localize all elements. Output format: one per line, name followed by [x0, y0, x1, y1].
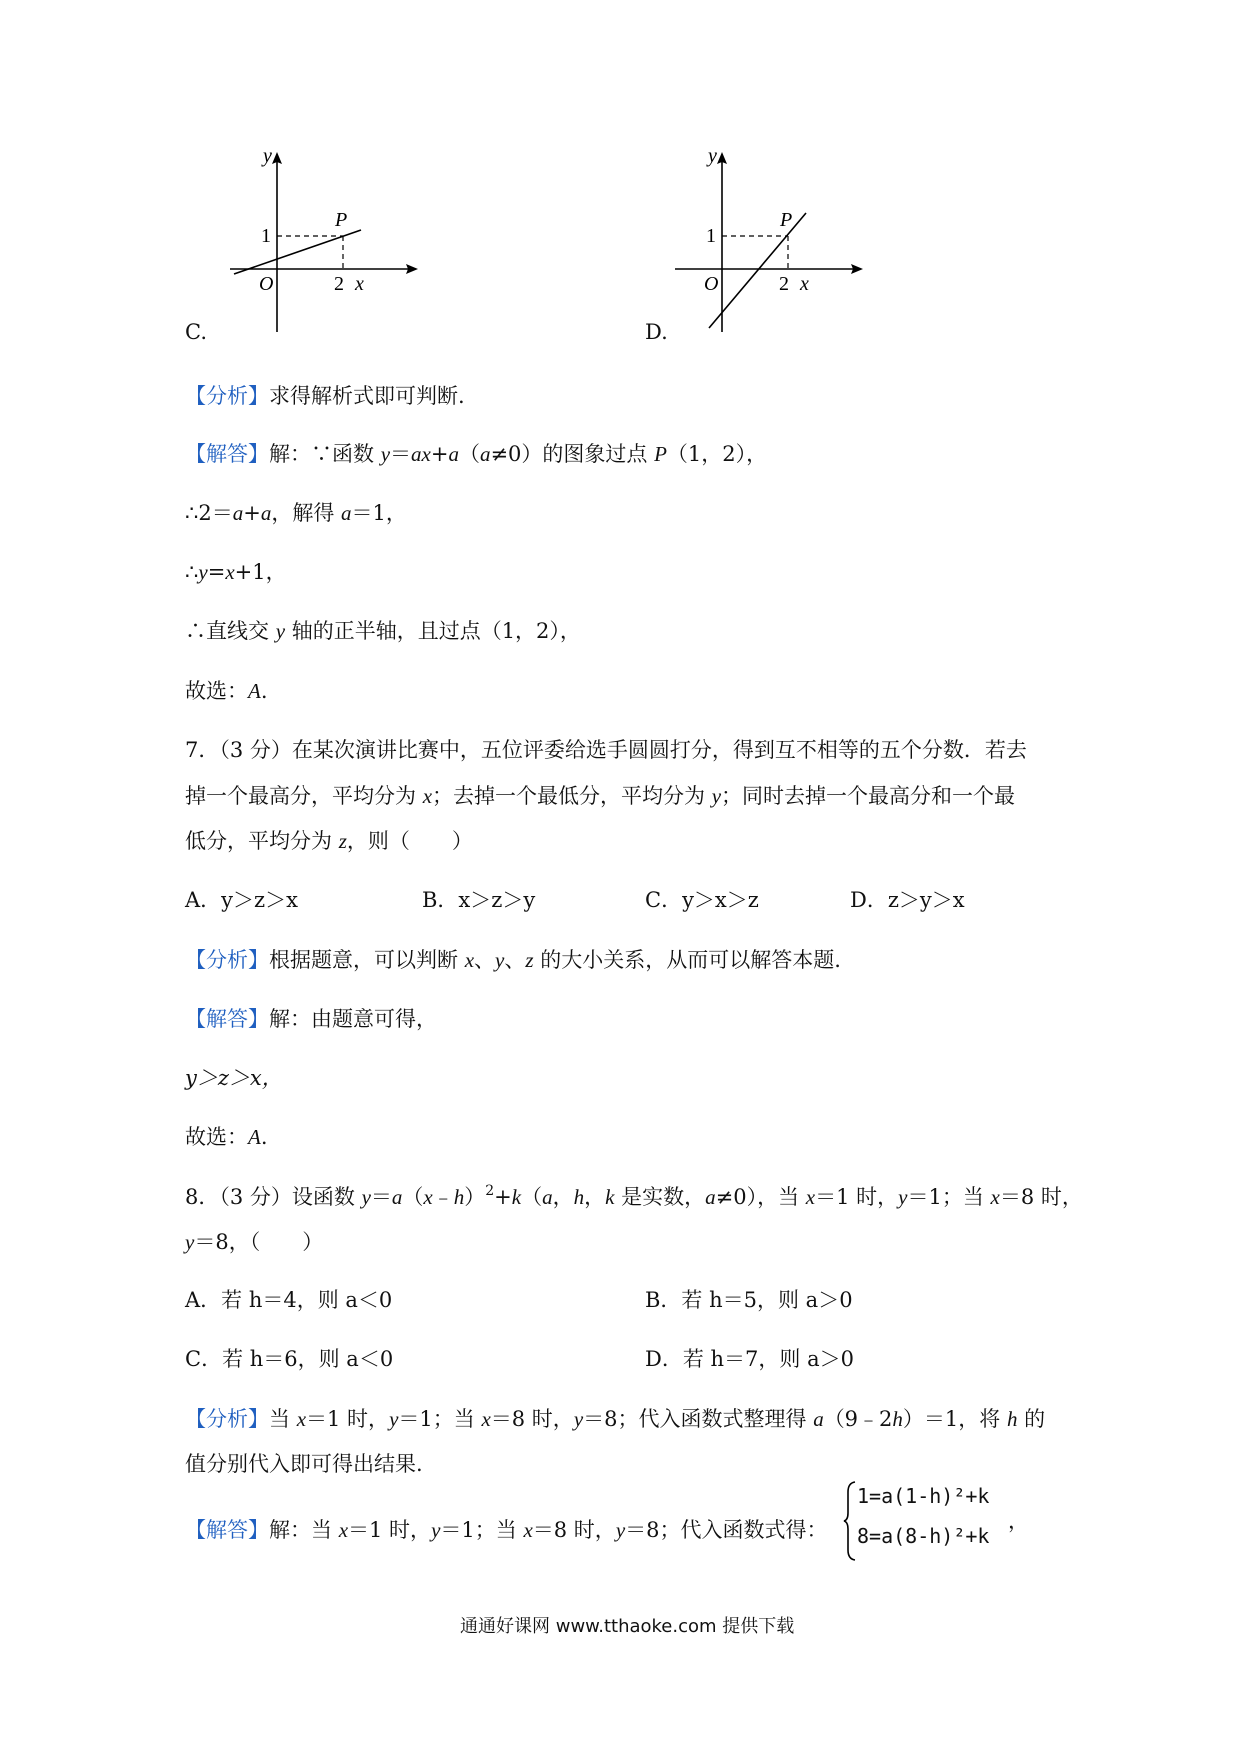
analysis-text: 求得解析式即可判断.	[269, 384, 465, 408]
q8-answer-line	[185, 1514, 828, 1544]
q7-analysis	[185, 944, 841, 974]
text: 故选：	[185, 1125, 248, 1149]
q6-answer-line-1	[185, 438, 767, 468]
text: ；去掉一个最低分，平均分为	[432, 784, 712, 808]
x-tick-label: 2	[334, 273, 344, 295]
math-var: y	[711, 784, 722, 808]
math-var: a	[232, 501, 244, 525]
math-var: x	[338, 1518, 349, 1542]
text: （9﹣2	[823, 1407, 893, 1431]
math-var: x	[805, 1185, 816, 1209]
math-var: a	[391, 1185, 403, 1209]
text: ＝1，	[351, 501, 407, 525]
text: ≠0）的图象过点	[490, 442, 655, 466]
math-var: y	[389, 1407, 399, 1431]
graph-option-d	[665, 150, 865, 335]
q7-stem-line-1: 7．（3 分）在某次演讲比赛中，五位评委给选手圆圆打分，得到互不相等的五个分数．若去	[185, 738, 1027, 762]
text: ≠0），当	[715, 1185, 806, 1209]
text: 低分，平均分为	[185, 829, 339, 853]
text: 、	[474, 948, 496, 972]
math-var: x	[423, 1185, 433, 1209]
x-axis-label: x	[355, 273, 364, 295]
math-var: k	[511, 1185, 522, 1209]
text: 解：由题意可得，	[269, 1007, 437, 1031]
math-var: a	[479, 442, 491, 466]
math-var: y	[495, 948, 505, 972]
option-c-label: C.	[185, 320, 207, 344]
math-var: y	[185, 1230, 195, 1254]
math-var: a	[260, 501, 272, 525]
q7-stem-line-2	[185, 780, 1015, 810]
q7-choice	[185, 1121, 268, 1151]
math-var: a	[448, 442, 459, 466]
q8-analysis-line-1	[185, 1403, 1045, 1433]
text: （	[521, 1185, 543, 1209]
page-footer: 通通好课网 www.tthaoke.com 提供下载	[460, 1616, 795, 1637]
system-comma: ，	[1008, 1509, 1029, 1533]
text: ＝	[390, 442, 412, 466]
math-var: y	[898, 1185, 908, 1209]
q6-choice	[185, 675, 268, 705]
math-var: h	[892, 1407, 903, 1431]
origin-label: O	[259, 273, 274, 295]
math-var: A	[248, 679, 261, 703]
math-var: k	[605, 1185, 615, 1209]
text: ＝1 时，	[815, 1185, 899, 1209]
text: 解：当	[269, 1518, 339, 1542]
q7-option-a: A．y＞z＞x	[185, 888, 298, 912]
text: ＝8 时，	[532, 1518, 616, 1542]
math-var: ax	[411, 442, 431, 466]
text: ＝	[370, 1185, 392, 1209]
math-var: y	[361, 1185, 371, 1209]
math-var: z	[525, 948, 534, 972]
text: 解：∵函数	[269, 442, 381, 466]
math-var: x	[296, 1407, 307, 1431]
text: （1，2），	[666, 442, 768, 466]
math-var: y	[431, 1518, 441, 1542]
q8-analysis-line-2: 值分别代入即可得出结果.	[185, 1452, 423, 1476]
text: ＝1；当	[398, 1407, 482, 1431]
equation-system	[843, 1480, 1023, 1562]
point-label: P	[335, 209, 348, 231]
q8-option-a: A．若 h＝4，则 a＜0	[185, 1288, 393, 1312]
text: ＝8，（ ）	[194, 1230, 324, 1254]
q8-stem-line-2	[185, 1226, 323, 1256]
math-var: h	[573, 1185, 585, 1209]
answer-tag: 【解答】	[185, 1518, 269, 1542]
q7-option-b: B．x＞z＞y	[422, 888, 536, 912]
q8-option-b: B．若 h＝5，则 a＞0	[645, 1288, 853, 1312]
math-var: a	[705, 1185, 716, 1209]
graph-option-c	[220, 150, 420, 335]
text: =	[207, 560, 226, 584]
answer-tag: 【解答】	[185, 1007, 269, 1031]
text: ）	[464, 1185, 486, 1209]
text: ＝8 时，	[999, 1185, 1083, 1209]
q8-option-d: D．若 h＝7，则 a＞0	[645, 1347, 854, 1371]
math-var: A	[248, 1125, 261, 1149]
text: 的大小关系，从而可以解答本题.	[533, 948, 841, 972]
text: +	[430, 442, 449, 466]
math-var: a	[341, 501, 352, 525]
math-var: y	[198, 560, 208, 584]
point-label: P	[780, 209, 793, 231]
math-var: P	[654, 442, 667, 466]
text: 轴的正半轴，且过点（1，2），	[285, 619, 581, 643]
text: ＝8；代入函数式得：	[625, 1518, 828, 1542]
y-tick-label: 1	[261, 225, 271, 247]
text: 掉一个最高分，平均分为	[185, 784, 423, 808]
math-var: h	[453, 1185, 465, 1209]
text: +1，	[234, 560, 287, 584]
text: .	[260, 1125, 268, 1149]
q7-result: y＞z＞x，	[185, 1066, 283, 1090]
q7-answer	[185, 1003, 437, 1033]
text: +	[494, 1185, 512, 1209]
text: ﹣	[432, 1185, 454, 1209]
math-var: x	[225, 560, 235, 584]
analysis-tag: 【分析】	[185, 1407, 269, 1431]
option-d-label: D.	[645, 320, 668, 344]
text: ＝1；当	[440, 1518, 524, 1542]
x-axis-label: x	[800, 273, 809, 295]
text: 故选：	[185, 679, 248, 703]
equation-2: 8=a(8-h)²+k	[857, 1524, 990, 1548]
text: ＝8 时，	[490, 1407, 574, 1431]
q6-answer-line-4	[185, 615, 581, 645]
math-var: x	[523, 1518, 533, 1542]
text: 8．（3 分）设函数	[185, 1185, 362, 1209]
q7-option-c: C．y＞x＞z	[645, 888, 759, 912]
text: （	[402, 1185, 424, 1209]
math-var: y	[275, 619, 286, 643]
q7-stem-line-3	[185, 825, 473, 855]
superscript: 2	[485, 1183, 495, 1199]
q6-analysis	[185, 380, 465, 410]
q8-option-c: C．若 h＝6，则 a＜0	[185, 1347, 394, 1371]
math-var: y	[380, 442, 391, 466]
text: ，	[552, 1185, 574, 1209]
text: 当	[269, 1407, 297, 1431]
math-var: a	[813, 1407, 824, 1431]
text: ，解得	[271, 501, 342, 525]
math-var: y	[573, 1407, 584, 1431]
text: （	[458, 442, 480, 466]
q7-option-d: D．z＞y＞x	[850, 888, 965, 912]
text: ＝1；当	[907, 1185, 991, 1209]
y-axis-label: y	[263, 150, 272, 167]
math-var: x	[464, 948, 475, 972]
text: ＝1 时，	[306, 1407, 390, 1431]
math-var: x	[990, 1185, 1000, 1209]
text: ）＝1，将	[902, 1407, 1007, 1431]
text: ；同时去掉一个最高分和一个最	[721, 784, 1016, 808]
math-var: h	[1006, 1407, 1018, 1431]
analysis-tag: 【分析】	[185, 948, 269, 972]
origin-label: O	[704, 273, 719, 295]
text: +	[243, 501, 261, 525]
math-var: x	[422, 784, 433, 808]
text: 根据题意，可以判断	[269, 948, 465, 972]
q8-stem-line-1	[185, 1181, 1083, 1211]
text: 是实数，	[614, 1185, 706, 1209]
text: ，	[584, 1185, 606, 1209]
text: 的	[1017, 1407, 1046, 1431]
math-var: x	[481, 1407, 491, 1431]
x-tick-label: 2	[779, 273, 789, 295]
text: ∴	[185, 560, 199, 584]
text: ＝8；代入函数式整理得	[583, 1407, 814, 1431]
q6-answer-line-2	[185, 497, 407, 527]
y-tick-label: 1	[706, 225, 716, 247]
text: .	[260, 679, 268, 703]
math-var: y	[615, 1518, 626, 1542]
text: 、	[504, 948, 526, 972]
text: ＝1 时，	[348, 1518, 432, 1542]
math-var: a	[542, 1185, 553, 1209]
analysis-tag: 【分析】	[185, 384, 269, 408]
math-var: z	[338, 829, 347, 853]
y-axis-label: y	[708, 150, 717, 167]
equation-1: 1=a(1-h)²+k	[857, 1484, 990, 1508]
text: ，则（ ）	[346, 829, 473, 853]
q6-answer-line-3	[185, 556, 287, 586]
text: ∴直线交	[185, 619, 276, 643]
text: ∴2＝	[185, 501, 233, 525]
left-brace-icon	[843, 1480, 857, 1562]
answer-tag: 【解答】	[185, 442, 269, 466]
